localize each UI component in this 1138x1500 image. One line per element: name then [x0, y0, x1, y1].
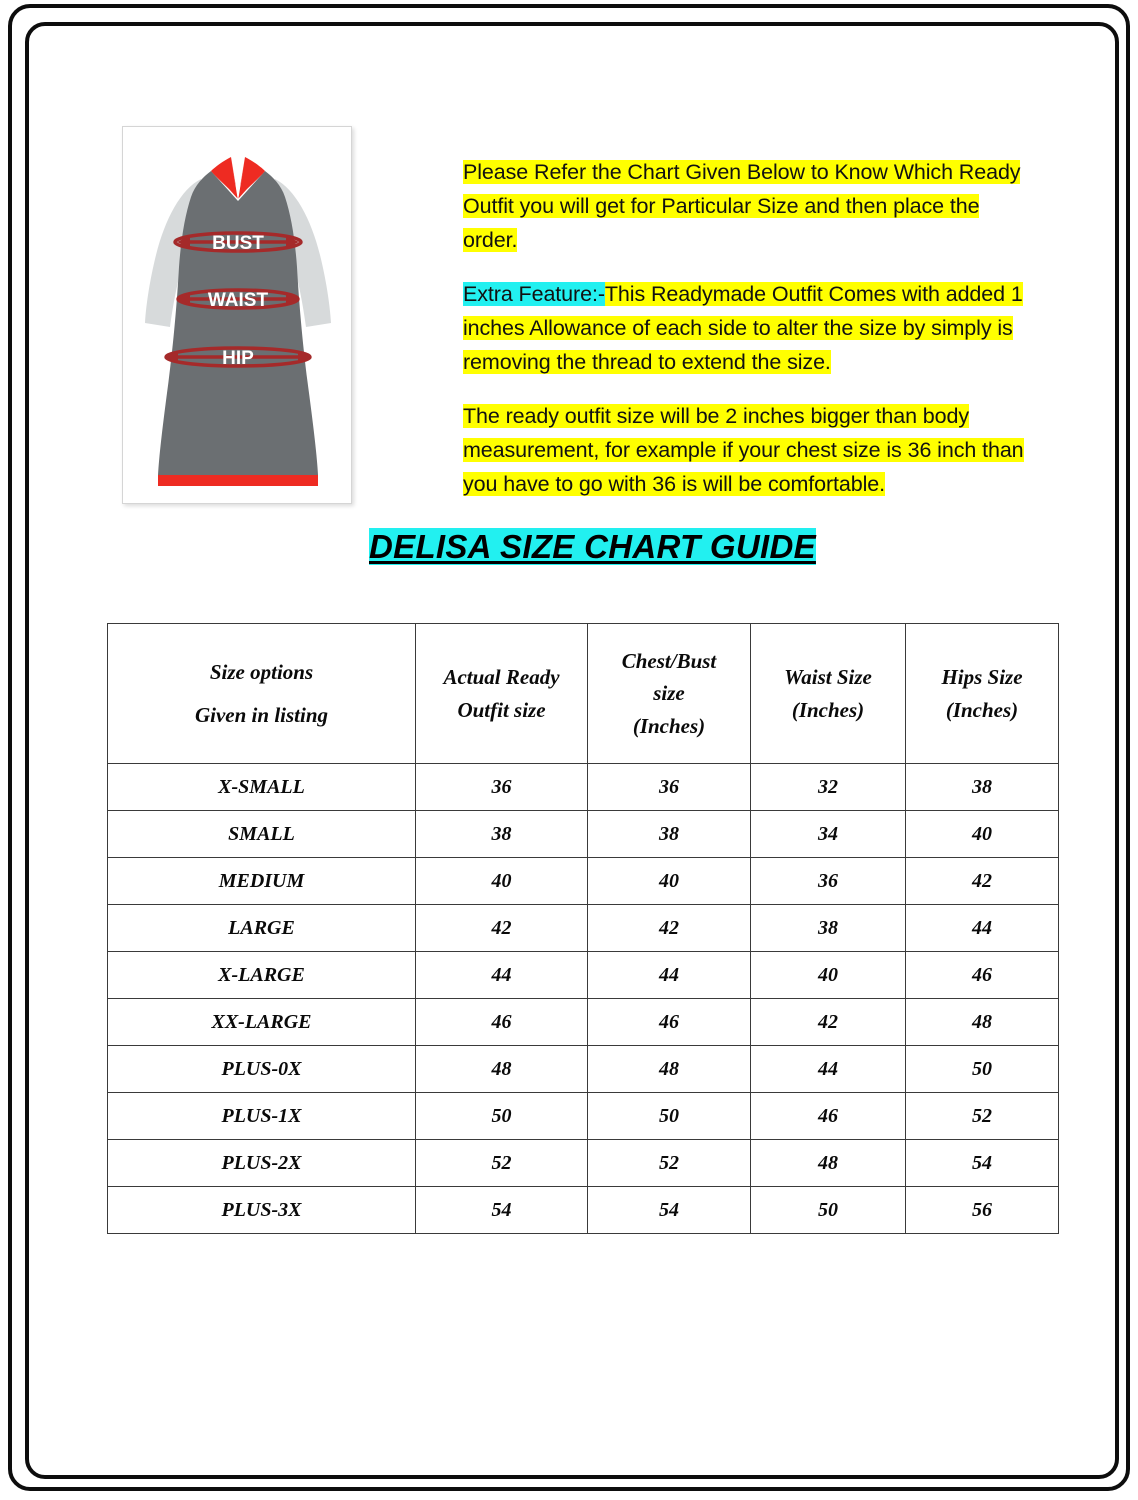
table-row: [108, 1093, 1059, 1140]
cell-actual-ready-outfit-size: 38: [416, 811, 588, 858]
cell-chest-bust-size: 44: [588, 952, 751, 999]
intro-text-block: [463, 155, 1028, 501]
cell-size-option: LARGE: [108, 905, 416, 952]
column-header-size-options: Size options Given in listing: [108, 624, 416, 764]
cell-hips-size: 52: [906, 1093, 1059, 1140]
cell-waist-size: 34: [751, 811, 906, 858]
cell-hips-size: 42: [906, 858, 1059, 905]
cell-size-option: X-LARGE: [108, 952, 416, 999]
table-header-row: [108, 624, 1059, 764]
column-header-hips-size: Hips Size (Inches): [906, 624, 1059, 764]
cell-waist-size: 40: [751, 952, 906, 999]
cell-actual-ready-outfit-size: 42: [416, 905, 588, 952]
cell-actual-ready-outfit-size: 52: [416, 1140, 588, 1187]
cell-waist-size: 32: [751, 764, 906, 811]
cell-hips-size: 54: [906, 1140, 1059, 1187]
cell-chest-bust-size: 48: [588, 1046, 751, 1093]
bust-label: BUST: [212, 233, 264, 254]
paragraph-ready-outfit-size: [463, 399, 1028, 501]
table-row: [108, 764, 1059, 811]
dress-illustration-card: [122, 126, 352, 504]
cell-size-option: X-SMALL: [108, 764, 416, 811]
column-header-actual-ready-outfit-size: Actual Ready Outfit size: [416, 624, 588, 764]
hip-label: HIP: [222, 348, 254, 369]
paragraph-refer-chart-text: Please Refer the Chart Given Below to Know Which Ready Outfit you will get for Particular Size and then place the order.: [463, 160, 1021, 252]
page-title: DELISA SIZE CHART GUIDE: [369, 528, 816, 565]
cell-hips-size: 44: [906, 905, 1059, 952]
cell-chest-bust-size: 38: [588, 811, 751, 858]
hem-band: [158, 475, 318, 486]
paragraph-extra-feature: [463, 277, 1028, 379]
table-row: [108, 1140, 1059, 1187]
cell-actual-ready-outfit-size: 54: [416, 1187, 588, 1234]
cell-waist-size: 48: [751, 1140, 906, 1187]
cell-size-option: PLUS-1X: [108, 1093, 416, 1140]
extra-feature-text: This Readymade Outfit Comes with added 1 inches Allowance of each side to alter the size by simply is removing the thread to extend the size.: [463, 282, 1023, 374]
column-header-chest-bust-size: Chest/Bust size (Inches): [588, 624, 751, 764]
extra-feature-label: Extra Feature:-: [463, 282, 605, 306]
size-chart-table: [107, 623, 1059, 1234]
cell-actual-ready-outfit-size: 48: [416, 1046, 588, 1093]
cell-waist-size: 38: [751, 905, 906, 952]
cell-size-option: SMALL: [108, 811, 416, 858]
cell-chest-bust-size: 50: [588, 1093, 751, 1140]
cell-chest-bust-size: 52: [588, 1140, 751, 1187]
cell-size-option: XX-LARGE: [108, 999, 416, 1046]
cell-size-option: MEDIUM: [108, 858, 416, 905]
table-row: [108, 1046, 1059, 1093]
cell-waist-size: 50: [751, 1187, 906, 1234]
cell-chest-bust-size: 36: [588, 764, 751, 811]
cell-waist-size: 46: [751, 1093, 906, 1140]
size-chart-table-wrap: [107, 623, 1058, 1234]
cell-hips-size: 46: [906, 952, 1059, 999]
paragraph-refer-chart: [463, 155, 1028, 257]
cell-hips-size: 56: [906, 1187, 1059, 1234]
cell-hips-size: 50: [906, 1046, 1059, 1093]
page-title-wrap: [369, 528, 969, 566]
cell-waist-size: 36: [751, 858, 906, 905]
cell-chest-bust-size: 46: [588, 999, 751, 1046]
cell-actual-ready-outfit-size: 50: [416, 1093, 588, 1140]
table-row: [108, 999, 1059, 1046]
cell-size-option: PLUS-2X: [108, 1140, 416, 1187]
table-row: [108, 858, 1059, 905]
cell-hips-size: 38: [906, 764, 1059, 811]
cell-actual-ready-outfit-size: 40: [416, 858, 588, 905]
cell-size-option: PLUS-0X: [108, 1046, 416, 1093]
table-row: [108, 952, 1059, 999]
cell-waist-size: 42: [751, 999, 906, 1046]
cell-chest-bust-size: 40: [588, 858, 751, 905]
cell-size-option: PLUS-3X: [108, 1187, 416, 1234]
cell-hips-size: 48: [906, 999, 1059, 1046]
cell-hips-size: 40: [906, 811, 1059, 858]
table-row: [108, 811, 1059, 858]
cell-chest-bust-size: 42: [588, 905, 751, 952]
cell-actual-ready-outfit-size: 36: [416, 764, 588, 811]
column-header-waist-size: Waist Size (Inches): [751, 624, 906, 764]
cell-waist-size: 44: [751, 1046, 906, 1093]
table-row: [108, 1187, 1059, 1234]
dress-measurement-diagram: [123, 127, 353, 503]
cell-actual-ready-outfit-size: 44: [416, 952, 588, 999]
table-row: [108, 905, 1059, 952]
paragraph-ready-outfit-size-text: The ready outfit size will be 2 inches bigger than body measurement, for example if your chest size is 36 inch than you have to go with 36 is will be comfortable.: [463, 404, 1024, 496]
cell-chest-bust-size: 54: [588, 1187, 751, 1234]
waist-label: WAIST: [207, 290, 269, 311]
cell-actual-ready-outfit-size: 46: [416, 999, 588, 1046]
